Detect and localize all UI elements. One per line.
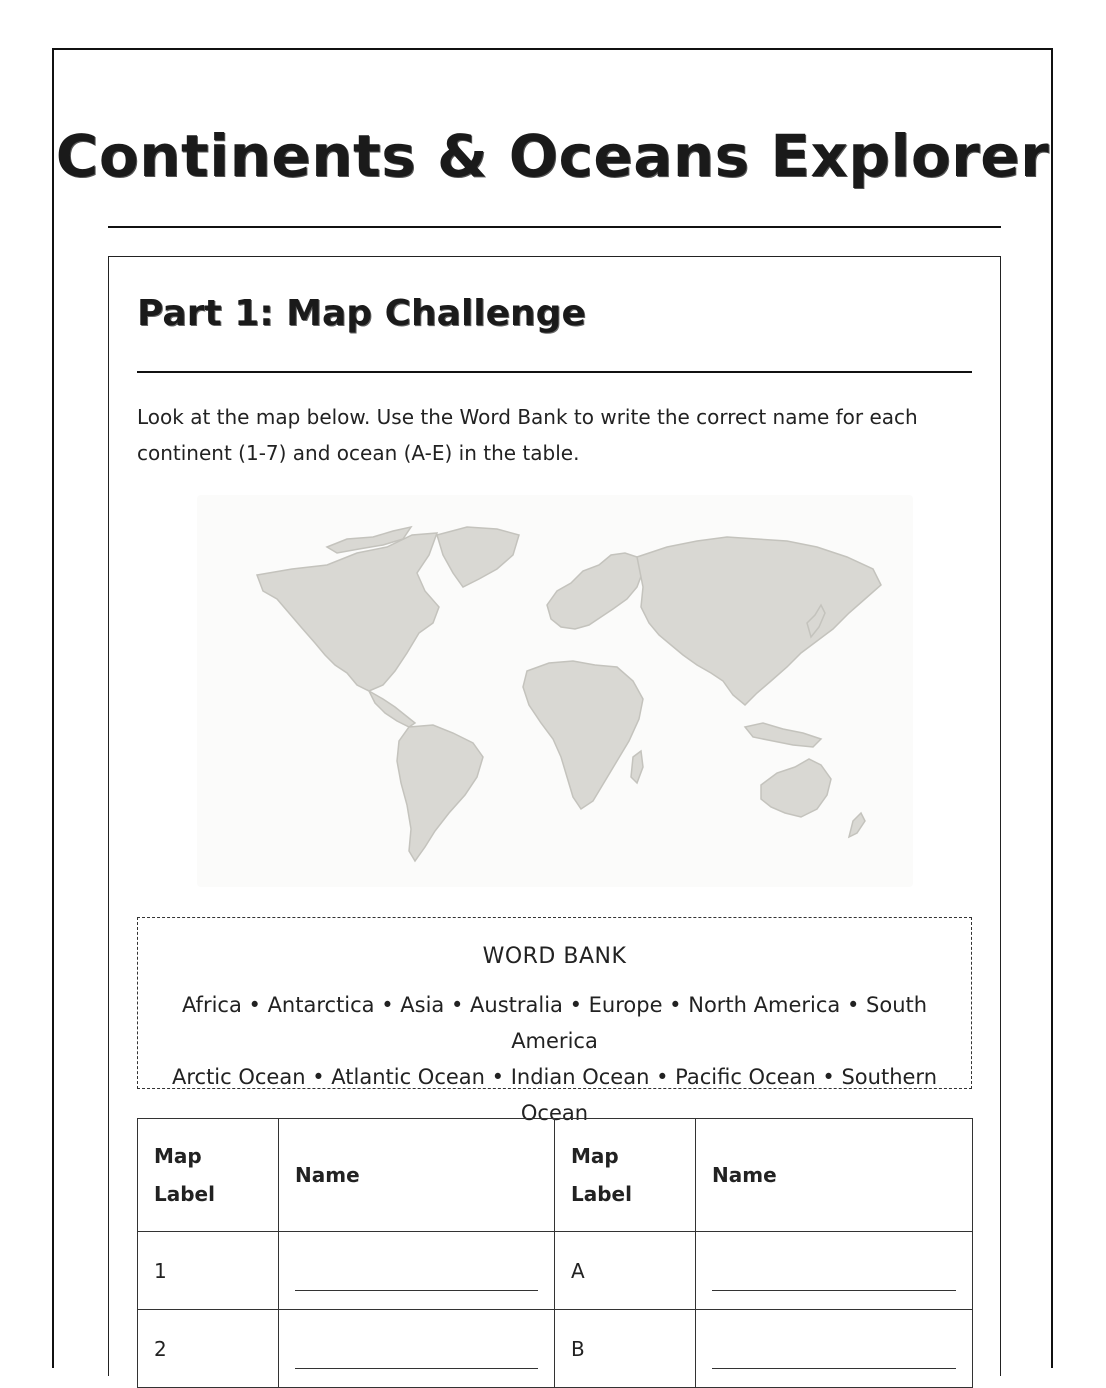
section-title: Part 1: Map Challenge: [137, 293, 586, 334]
worksheet-page: [52, 48, 1053, 1368]
greenland-shape: [437, 527, 519, 587]
map-label-cell: B: [555, 1310, 696, 1388]
south-america-shape: [397, 725, 483, 861]
europe-shape: [547, 553, 643, 629]
asia-shape: [637, 537, 881, 705]
answer-table: [137, 1118, 973, 1388]
table-row: [138, 1310, 973, 1388]
north-america-shape: [257, 533, 439, 691]
instructions-text: Look at the map below. Use the Word Bank to write the correct name for each continent (1-7) and ocean (A-E) in the table.: [137, 405, 918, 465]
table-row: [138, 1232, 973, 1310]
map-label-cell: 2: [138, 1310, 279, 1388]
page-title: Continents & Oceans Explorer: [55, 122, 1050, 190]
answer-blank-line[interactable]: [712, 1348, 956, 1369]
map-label-cell: A: [555, 1232, 696, 1310]
map-label-cell: 1: [138, 1232, 279, 1310]
name-answer-cell[interactable]: [279, 1232, 555, 1310]
word-bank-oceans: Arctic Ocean • Atlantic Ocean • Indian Ocean • Pacific Ocean • Southern Ocean: [171, 1065, 937, 1125]
answer-blank-line[interactable]: [295, 1270, 538, 1291]
column-header: Name: [279, 1119, 555, 1232]
answer-blank-line[interactable]: [295, 1348, 538, 1369]
world-map-image: [197, 495, 913, 887]
map-challenge-section: [108, 256, 1001, 1376]
section-divider: [137, 371, 972, 373]
word-bank-continents: Africa • Antarctica • Asia • Australia • Europe • North America • South America: [181, 993, 928, 1053]
name-answer-cell[interactable]: [696, 1232, 973, 1310]
indonesia-shape: [745, 723, 821, 747]
title-divider: [108, 226, 1001, 228]
madagascar-shape: [631, 751, 643, 783]
answer-blank-line[interactable]: [712, 1270, 956, 1291]
column-header: Map Label: [555, 1119, 696, 1232]
column-header: Name: [696, 1119, 973, 1232]
australia-shape: [761, 759, 831, 817]
name-answer-cell[interactable]: [696, 1310, 973, 1388]
word-bank: [137, 917, 972, 1125]
central-america-shape: [369, 691, 415, 727]
world-map-icon: [197, 495, 913, 887]
name-answer-cell[interactable]: [279, 1310, 555, 1388]
table-header-row: [138, 1119, 973, 1232]
column-header: Map Label: [138, 1119, 279, 1232]
word-bank-title: WORD BANK: [482, 944, 627, 969]
africa-shape: [523, 661, 643, 809]
new-zealand-shape: [849, 813, 865, 837]
